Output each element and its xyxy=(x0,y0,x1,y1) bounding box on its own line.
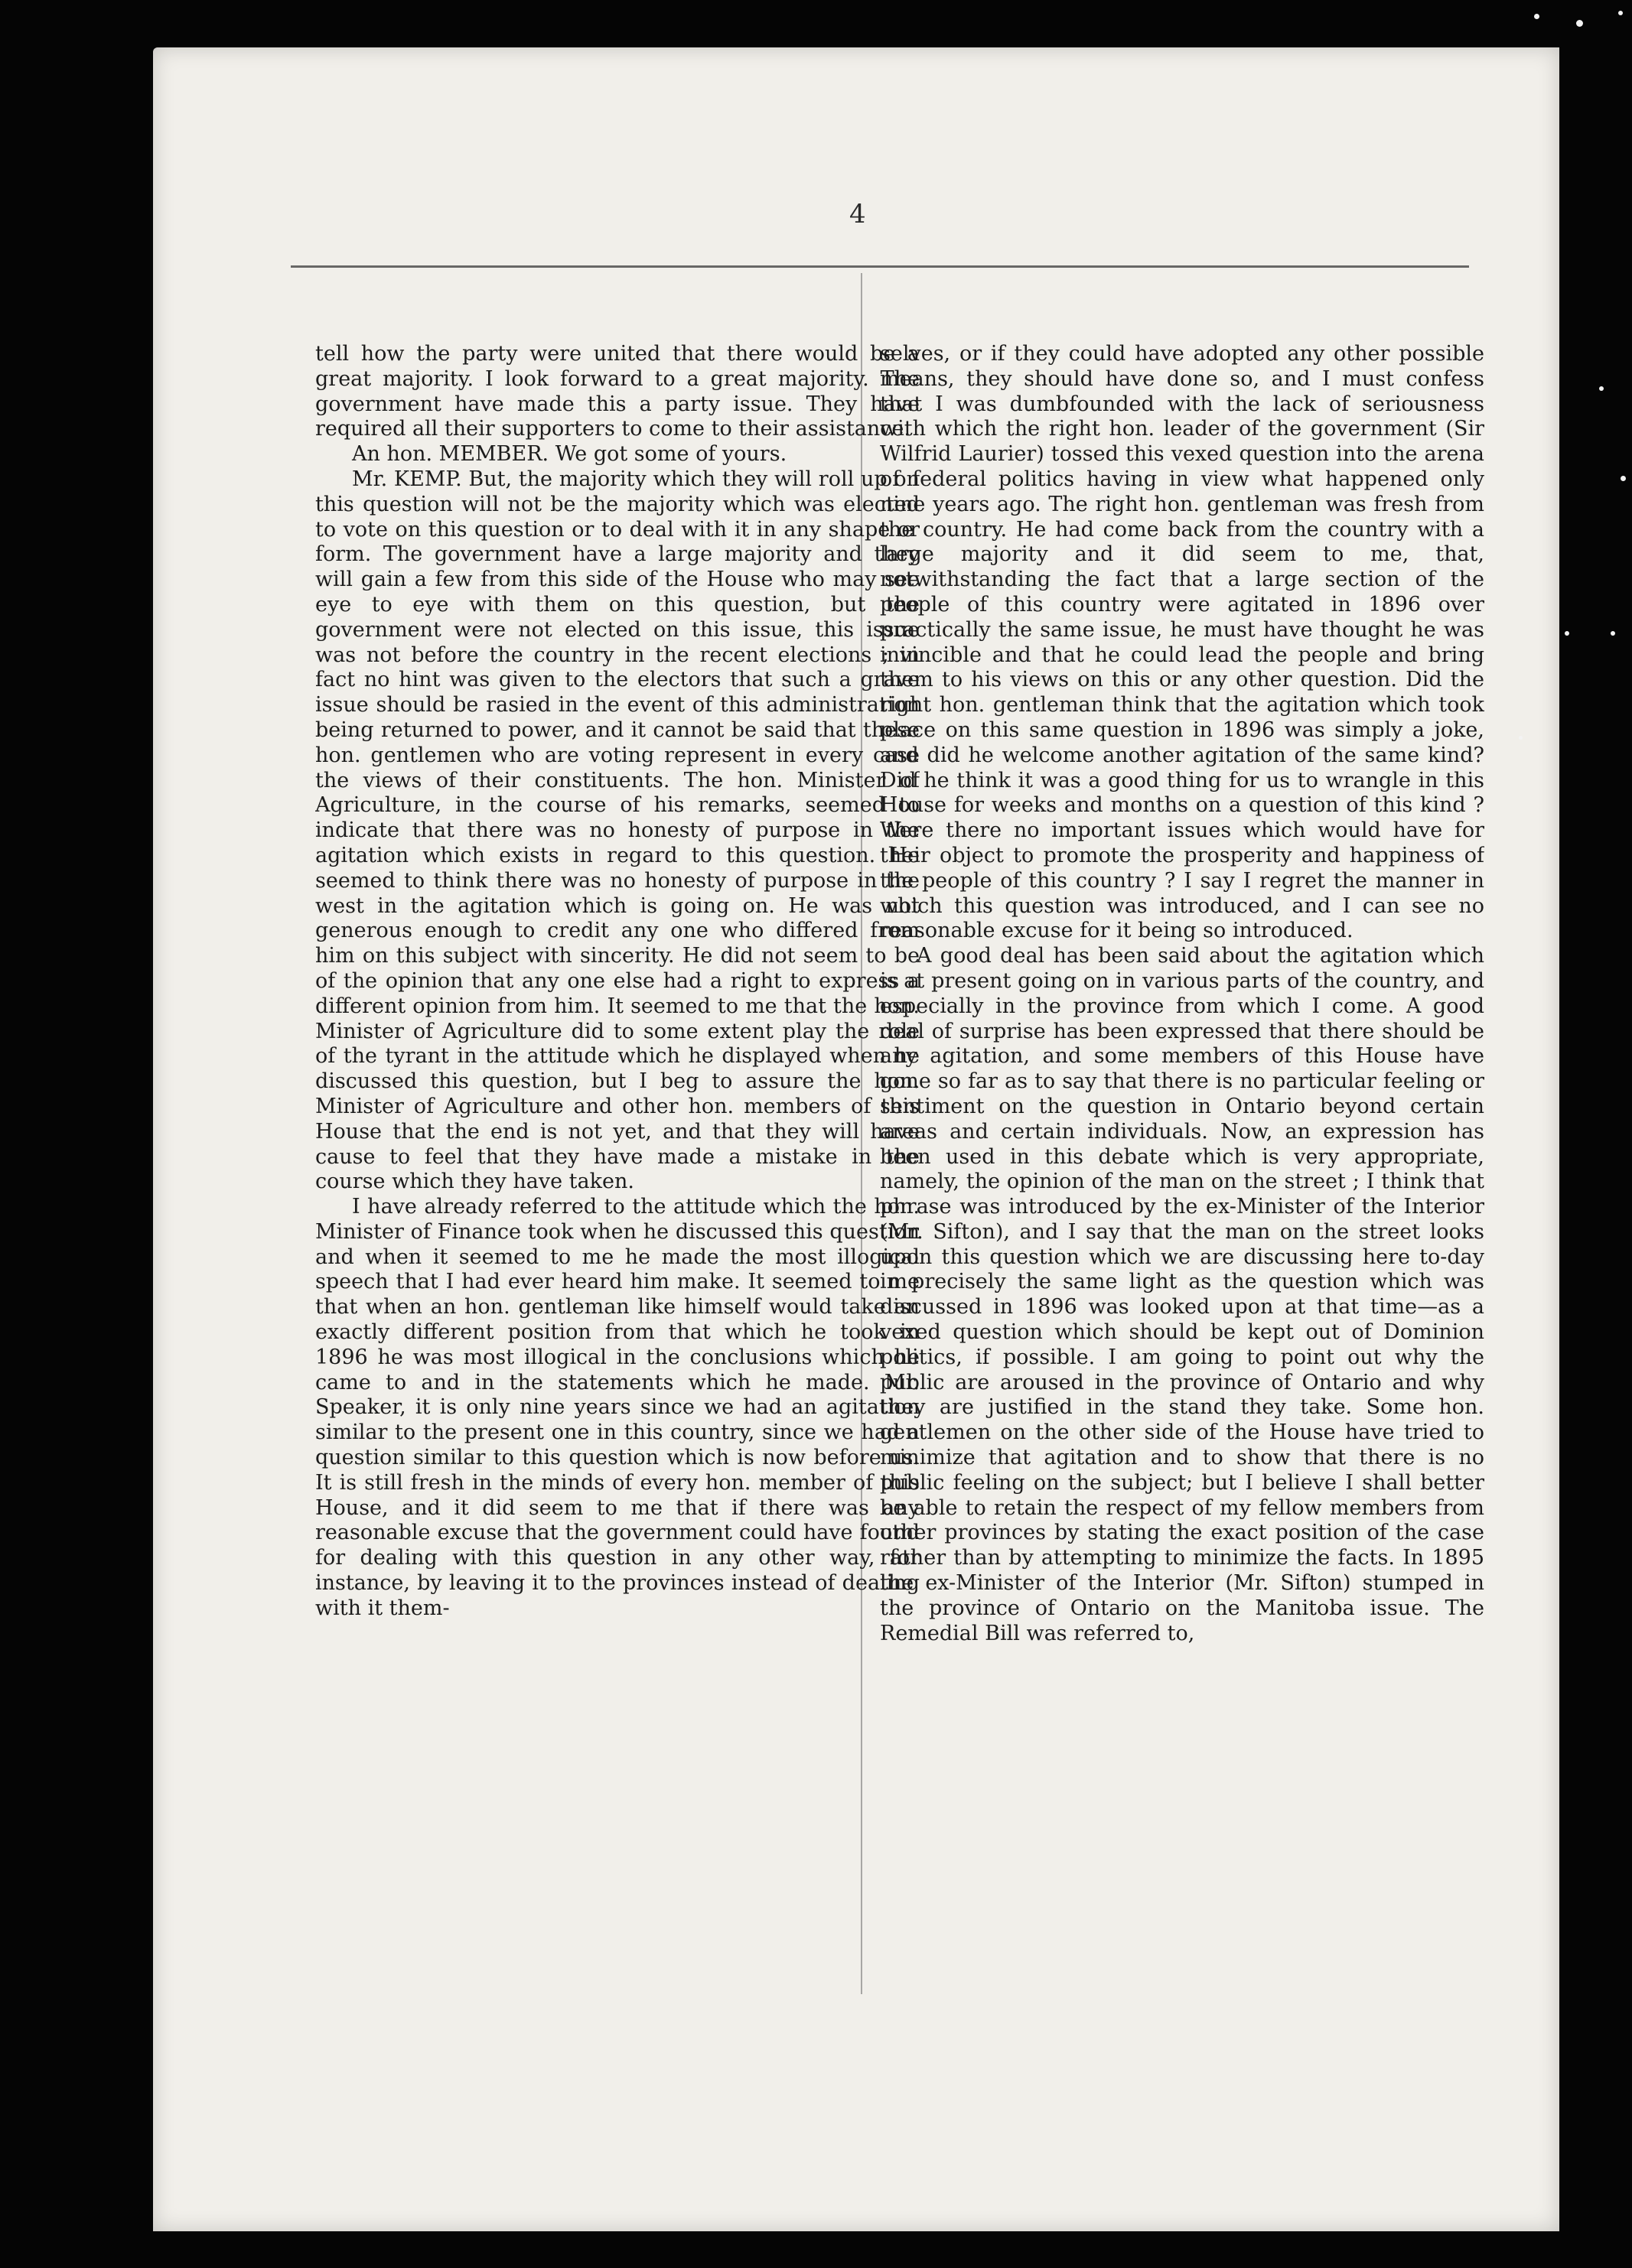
paragraph: An hon. MEMBER. We got some of yours. xyxy=(352,442,787,467)
scan-speck xyxy=(1519,736,1523,740)
newspaper-page xyxy=(153,47,1559,2231)
paragraph: Mr. KEMP. But, the majority which they will roll up on this question will not be the majority which was elected to vote on this question or to deal with it in any shape or form. The government have a large majority and they will gain a few from this side of the House who may see eye to eye with them on this question, but the government were not elected on this issue, this issue was not before the country in the recent elections ; in fact no hint was given to the electors that such a grave issue should be rasied in the event of this administration being returned to power, and it cannot be said that these hon. gentlemen who are voting represent in every case the views of their constituents. The hon. Minister of Agriculture, in the course of his remarks, seemed to indicate that there was no honesty of purpose in the agitation which exists in regard to this question. He seemed to think there was no honesty of purpose in the west in the agitation which is going on. He was not generous enough to credit any one who differed from him on this subject with sincerity. He did not seem to be of the opinion that any one else had a right to express a different opinion from him. It seemed to me that the hon. Minister of Agriculture did to some extent play the role of the tyrant in the attitude which he displayed when he discussed this question, but I beg to assure the hon. Minister of Agriculture and other hon. members of this House that the end is not yet, and that they will have cause to feel that they have made a mistake in the course which they have taken. xyxy=(315,467,920,1194)
paragraph: I have already referred to the attitude which the hon. Minister of Finance took when he discussed this question and when it seemed to me he made the most illogical speech that I had ever heard him make. It seemed to me that when an hon. gentleman like himself would take an exactly different position from that which he took in 1896 he was most illogical in the conclusions which he came to and in the statements which he made. Mr. Speaker, it is only nine years since we had an agitation similar to the present one in this country, since we had a question similar to this question which is now before us. It is still fresh in the minds of every hon. member of this House, and it did seem to me that if there was any reasonable excuse that the government could have found for dealing with this question in any other way, for instance, by leaving it to the provinces instead of dealing with it them- xyxy=(315,1195,920,1620)
scan-speck xyxy=(1576,20,1583,27)
scan-speck xyxy=(1534,14,1539,19)
scan-speck xyxy=(1618,11,1623,15)
page-number: 4 xyxy=(849,199,866,229)
paragraph: selves, or if they could have adopted any other possible means, they should have done so, and I must confess that I was dumbfounded with the lack of seriousness with which the right hon. leader of the government (Sir Wilfrid Laurier) tossed this vexed question into the arena of federal politics having in view what happened only nine years ago. The right hon. gentleman was fresh from the country. He had come back from the country with a large majority and it did seem to me, that, notwithstanding the fact that a large section of the people of this country were agitated in 1896 over practically the same issue, he must have thought he was invincible and that he could lead the people and bring them to his views on this or any other question. Did the right hon. gentleman think that the agitation which took place on this same question in 1896 was simply a joke, and did he welcome another agitation of the same kind? Did he think it was a good thing for us to wrangle in this House for weeks and months on a question of this kind ? Were there no important issues which would have for their object to promote the prosperity and happiness of the people of this country ? I say I regret the manner in which this question was introduced, and I can see no reasonable excuse for it being so introduced. xyxy=(880,342,1484,943)
scan-speck xyxy=(1621,476,1626,481)
left-column xyxy=(315,342,920,2055)
scan-speck xyxy=(1599,386,1604,391)
scan-speck xyxy=(1611,631,1615,636)
right-column xyxy=(880,342,1484,2055)
scan-speck xyxy=(1565,631,1569,636)
paragraph: tell how the party were united that there would be a great majority. I look forward to a great majority. The government have made this a party issue. They have required all their supporters to come to their assistance. xyxy=(315,342,920,441)
paragraph: A good deal has been said about the agitation which is at present going on in various parts of the country, and especially in the province from which I come. A good deal of surprise has been expressed that there should be any agitation, and some members of this House have gone so far as to say that there is no particular feeling or sentiment on the question in Ontario beyond certain areas and certain individuals. Now, an expression has been used in this debate which is very appropriate, namely, the opinion of the man on the street ; I think that phrase was introduced by the ex-Minister of the Interior (Mr. Sifton), and I say that the man on the street looks upon this question which we are discussing here to-day in precisely the same light as the question which was discussed in 1896 was looked upon at that time—as a vexed question which should be kept out of Dominion politics, if possible. I am going to point out why the public are aroused in the province of Ontario and why they are justified in the stand they take. Some hon. gentlemen on the other side of the House have tried to minimize that agitation and to show that there is no public feeling on the subject; but I believe I shall better be able to retain the respect of my fellow members from other provinces by stating the exact position of the case rather than by attempting to minimize the facts. In 1895 the ex-Minister of the Interior (Mr. Sifton) stumped in the province of Ontario on the Manitoba issue. The Remedial Bill was referred to, xyxy=(880,944,1484,1645)
header-rule xyxy=(291,265,1469,268)
